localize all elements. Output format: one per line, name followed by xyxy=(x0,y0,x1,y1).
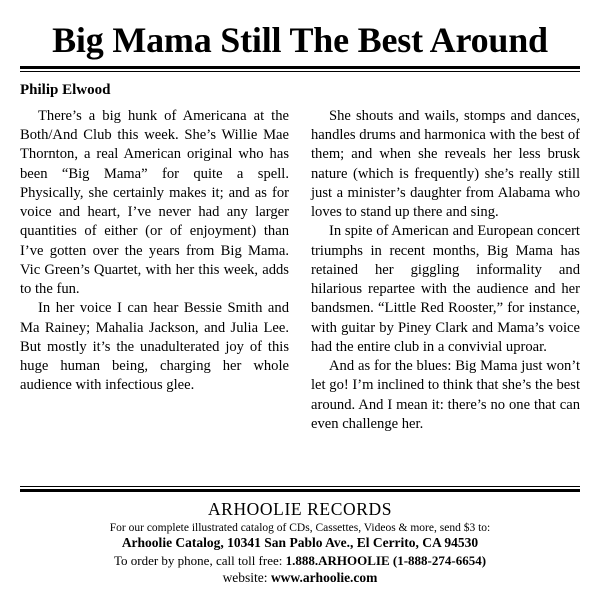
header-rule-thin xyxy=(20,71,580,72)
column-right xyxy=(311,107,580,434)
paragraph: She shouts and wails, stomps and dances, handles drums and harmonica with the best of them; and when she reveals her less brusk nature (which is frequently) she’s really still just a minister’s daughter from Alabama who loves to stand up there and sing. xyxy=(311,107,580,221)
footer-rule-thick xyxy=(20,489,580,492)
website-line xyxy=(20,570,580,586)
phone-order-prefix: To order by phone, call toll free: xyxy=(113,553,283,568)
byline: Philip Elwood xyxy=(20,81,111,98)
website-prefix: website: xyxy=(222,570,268,585)
article-columns xyxy=(20,107,580,434)
mailing-address: Arhoolie Catalog, 10341 San Pablo Ave., El Cerrito, CA 94530 xyxy=(121,535,479,550)
column-left xyxy=(20,107,289,396)
paragraph: In her voice I can hear Bessie Smith and Ma Rainey; Mahalia Jackson, and Julia Lee. But mostly it’s the unadulterated joy of this huge human being, charging her whole audience with infectious glee. xyxy=(20,300,289,394)
footer xyxy=(20,486,580,586)
phone-order-line xyxy=(20,553,580,569)
footer-rule-thin xyxy=(20,486,580,487)
label-arhoolie-records: ARHOOLIE RECORDS xyxy=(207,499,393,519)
paragraph: In spite of American and European concert triumphs in recent months, Big Mama has retained her giggling informality and hilarious repartee with the audience and her bandsmen. “Little Red Rooster,” for instance, with guitar by Piney Clark and Mama’s voice had the entire club in a convivial uproar. xyxy=(311,223,580,355)
paragraph: And as for the blues: Big Mama just won’t let go! I’m inclined to think that she’s the best around. And I mean it: there’s no one that can even challenge her. xyxy=(311,358,580,432)
paragraph: There’s a big hunk of Americana at the Both/And Club this week. She’s Willie Mae Thornton, a real American original who has been “Big Mama” for quite a spell. Physically, she certainly makes it; and as for voice and heart, I’ve never had any larger quantities of either (or of enjoyment) than I’ve gotten over the years from Big Mama. Vic Green’s Quartet, with her this week, adds to the fun. xyxy=(20,107,289,298)
header-rule-thick xyxy=(20,66,580,69)
website-url[interactable]: www.arhoolie.com xyxy=(270,570,378,585)
catalog-offer-text: For our complete illustrated catalog of CDs, Cassettes, Videos & more, send $3 to: xyxy=(109,522,491,534)
phone-number: 1.888.ARHOOLIE (1-888-274-6654) xyxy=(285,553,487,568)
page-title: Big Mama Still The Best Around xyxy=(52,20,548,60)
